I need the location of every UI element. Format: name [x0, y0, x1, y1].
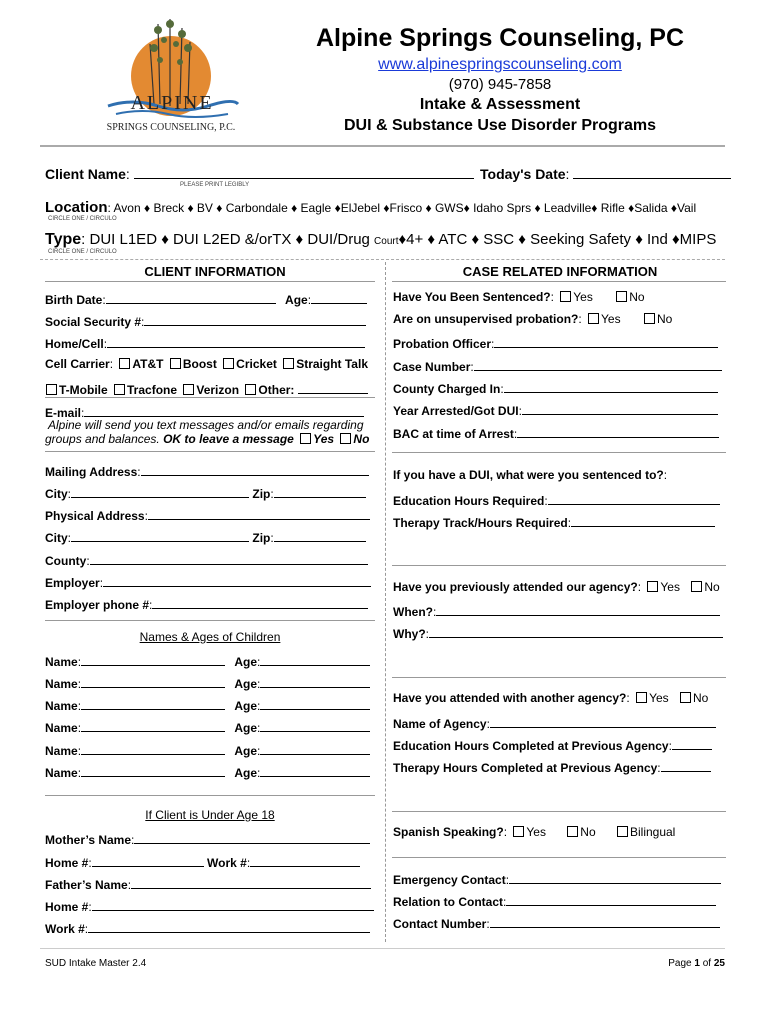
why-rule: [392, 677, 726, 678]
phone-number: (970) 945-7858: [448, 76, 552, 93]
ok-message-yes-label: Yes: [313, 432, 335, 446]
todays-date-label: Today's Date: [480, 166, 566, 182]
probation-officer-label: Probation Officer: [393, 337, 492, 351]
therapy-track-label: Therapy Track/Hours Required: [393, 516, 568, 530]
footer-rule: [40, 948, 725, 949]
child-name-field[interactable]: [81, 741, 225, 755]
carrier-rule: [45, 397, 375, 398]
page-word: Page: [668, 958, 692, 969]
child-age-field[interactable]: [260, 718, 370, 732]
todays-date-row: Today's Date:: [480, 165, 731, 182]
child-name-label: Name: [45, 699, 78, 713]
client-name-label: Client Name: [45, 166, 126, 182]
verizon-label: Verizon: [196, 383, 240, 397]
therapy-prev-field[interactable]: [661, 758, 711, 772]
spanish-yes-checkbox[interactable]: [513, 826, 524, 837]
probation-officer-field[interactable]: [494, 334, 718, 348]
email-rule: [45, 451, 375, 452]
therapy-prev-rule: [392, 811, 726, 812]
child-name-label: Name: [45, 655, 78, 669]
spanish-no-checkbox[interactable]: [567, 826, 578, 837]
website-link[interactable]: www.alpinespringscounseling.com: [378, 56, 622, 73]
spanish-no-label: No: [580, 825, 596, 839]
parent-phone-row: Home #: Work #:: [45, 853, 360, 870]
left-title-rule: [45, 281, 375, 282]
child-age-field[interactable]: [260, 652, 370, 666]
bilingual-label: Bilingual: [629, 825, 676, 839]
child-name-field[interactable]: [81, 652, 225, 666]
sentenced-yes-label: Yes: [573, 290, 593, 304]
org-name: Alpine Springs Counseling, PC: [315, 24, 685, 52]
physical-row: Physical Address:: [45, 506, 370, 523]
subtitle-programs: DUI & Substance Use Disorder Programs: [343, 117, 657, 134]
relation-field[interactable]: [506, 892, 716, 906]
work2-label: Work #: [45, 922, 85, 936]
another-agency-label: Have you attended with another agency?: [393, 691, 627, 705]
child-age-field[interactable]: [260, 763, 370, 777]
another-agency-no-checkbox[interactable]: [680, 692, 691, 703]
type-label: Type: [45, 231, 82, 248]
dui-sentence-label: If you have a DUI, what were you sentenced to?: [393, 468, 664, 482]
father-row: Father’s Name:: [45, 875, 371, 892]
city-row: City: Zip:: [45, 484, 366, 501]
page-number: 1: [694, 958, 700, 969]
sentenced-yes-checkbox[interactable]: [560, 291, 571, 302]
edu-prev-row: Education Hours Completed at Previous Agency:: [393, 736, 712, 753]
cell-carrier-row: Cell Carrier: AT&T Boost Cricket Straight Talk: [45, 357, 368, 371]
email-row: E-mail:: [45, 403, 364, 420]
county-row: County:: [45, 551, 368, 568]
home-cell-field[interactable]: [107, 334, 365, 348]
county-charged-row: County Charged In:: [393, 379, 718, 396]
emergency-field[interactable]: [509, 870, 721, 884]
verizon-checkbox[interactable]: [183, 384, 194, 395]
child-age-field[interactable]: [260, 674, 370, 688]
type-options-b[interactable]: ♦4+ ♦ ATC ♦ SSC ♦ Seeking Safety ♦ Ind ♦MIPS: [398, 231, 717, 248]
of-word: of: [702, 958, 712, 969]
age-label: Age: [285, 293, 308, 307]
prev-attended-yes-label: Yes: [660, 580, 680, 594]
sentenced-row: Have You Been Sentenced?: Yes No: [393, 290, 645, 304]
therapy-track-row: Therapy Track/Hours Required:: [393, 513, 715, 530]
child-row: Name: Age:: [45, 696, 370, 713]
child-age-label: Age: [234, 721, 258, 735]
employer-label: Employer: [45, 576, 100, 590]
prev-attended-no-label: No: [704, 580, 720, 594]
employer-phone-field[interactable]: [152, 595, 368, 609]
work1-field[interactable]: [250, 853, 360, 867]
emergency-label: Emergency Contact: [393, 873, 506, 887]
employer-field[interactable]: [103, 573, 371, 587]
county-charged-field[interactable]: [504, 379, 718, 393]
column-divider: [385, 262, 386, 942]
prev-attended-row: Have you previously attended our agency?: Yes No: [393, 580, 720, 594]
bilingual-checkbox[interactable]: [617, 826, 628, 837]
att-label: AT&T: [132, 357, 164, 371]
bac-rule: [392, 452, 726, 453]
straight-talk-checkbox[interactable]: [283, 358, 294, 369]
employer-row: Employer:: [45, 573, 371, 590]
ssn-label: Social Security #: [45, 315, 142, 329]
city-field[interactable]: [71, 484, 249, 498]
mailing-label: Mailing Address: [45, 465, 138, 479]
ssn-row: Social Security #:: [45, 312, 366, 329]
child-age-label: Age: [234, 744, 258, 758]
why-label: Why?: [393, 627, 426, 641]
another-agency-row: Have you attended with another agency?: Yes No: [393, 691, 709, 705]
home1-label: Home #: [45, 856, 89, 870]
mailing-row: Mailing Address:: [45, 462, 369, 479]
boost-label: Boost: [182, 357, 217, 371]
when-row: When?:: [393, 602, 720, 619]
another-agency-yes-checkbox[interactable]: [636, 692, 647, 703]
therapy-prev-row: Therapy Hours Completed at Previous Agency:: [393, 758, 711, 775]
page-indicator: [600, 958, 725, 969]
mother-row: Mother’s Name:: [45, 830, 370, 847]
cell-carrier-label: Cell Carrier: [45, 357, 110, 371]
employer-phone-label: Employer phone #: [45, 598, 150, 612]
physical-field[interactable]: [148, 506, 370, 520]
edu-hours-label: Education Hours Required: [393, 494, 545, 508]
age-field[interactable]: [311, 290, 367, 304]
ssn-field[interactable]: [144, 312, 366, 326]
client-info-title: CLIENT INFORMATION: [144, 264, 286, 279]
other-carrier-label: Other:: [258, 383, 295, 397]
zip2-field[interactable]: [274, 528, 366, 542]
child-name-field[interactable]: [81, 696, 225, 710]
type-divider: [40, 259, 725, 260]
type-row: Type: DUI L1ED ♦ DUI L2ED &/orTX ♦ DUI/Drug Court♦4+ ♦ ATC ♦ SSC ♦ Seeking Safety ♦ Ind ♦MIPS: [45, 231, 717, 248]
logo-text-alpine: ALPINE: [130, 92, 214, 114]
therapy-rule: [392, 565, 726, 566]
footer-left: SUD Intake Master 2.4: [45, 958, 147, 969]
mother-field[interactable]: [134, 830, 370, 844]
child-age-field[interactable]: [260, 696, 370, 710]
prev-attended-yes-checkbox[interactable]: [647, 581, 658, 592]
cricket-label: Cricket: [236, 357, 277, 371]
ok-message-yes-checkbox[interactable]: [300, 433, 311, 444]
children-title: Names & Ages of Children: [139, 630, 281, 644]
child-name-field[interactable]: [81, 718, 225, 732]
birth-date-field[interactable]: [106, 290, 276, 304]
ok-message-no-checkbox[interactable]: [340, 433, 351, 444]
year-arrested-field[interactable]: [522, 401, 718, 415]
mailing-field[interactable]: [141, 462, 369, 476]
tracfone-label: Tracfone: [127, 383, 178, 397]
county-charged-label: County Charged In: [393, 382, 501, 396]
sentenced-no-checkbox[interactable]: [616, 291, 627, 302]
bac-row: BAC at time of Arrest:: [393, 424, 719, 441]
why-row: Why?:: [393, 624, 723, 641]
email-note-1: Alpine will send you text messages and/or emails regarding: [48, 418, 364, 432]
type-options-a[interactable]: DUI L1ED ♦ DUI L2ED &/orTX ♦ DUI/Drug: [89, 231, 375, 248]
physical-label: Physical Address: [45, 509, 145, 523]
another-agency-no-label: No: [692, 691, 709, 705]
child-age-label: Age: [234, 655, 258, 669]
case-info-title: CASE RELATED INFORMATION: [462, 264, 658, 279]
child-name-label: Name: [45, 677, 78, 691]
zip2-label: Zip: [252, 531, 271, 545]
boost-checkbox[interactable]: [170, 358, 181, 369]
straight-talk-label: Straight Talk: [296, 357, 368, 371]
child-age-label: Age: [234, 677, 258, 691]
children-rule: [45, 795, 375, 796]
logo: [88, 14, 254, 138]
birth-date-label: Birth Date: [45, 293, 103, 307]
tmobile-label: T-Mobile: [59, 383, 108, 397]
why-field[interactable]: [429, 624, 723, 638]
child-age-field[interactable]: [260, 741, 370, 755]
bac-label: BAC at time of Arrest: [393, 427, 514, 441]
when-label: When?: [393, 605, 433, 619]
minor-title: If Client is Under Age 18: [145, 808, 275, 822]
spanish-row: Spanish Speaking?: Yes No Bilingual: [393, 825, 676, 839]
zip-label: Zip: [252, 487, 271, 501]
other-carrier-field[interactable]: [298, 380, 368, 394]
location-circle-note: CIRCLE ONE / CIRCULO: [48, 216, 117, 222]
cell-carrier-row-2: [43, 380, 368, 397]
ok-message-no-label: No: [353, 432, 370, 446]
home1-field[interactable]: [92, 853, 204, 867]
probation-label: Are on unsupervised probation?: [393, 312, 579, 326]
other-carrier-checkbox[interactable]: [245, 384, 256, 395]
employer-rule: [45, 620, 375, 621]
another-agency-yes-label: Yes: [649, 691, 669, 705]
subtitle-intake: Intake & Assessment: [419, 96, 581, 113]
probation-officer-row: Probation Officer:: [393, 334, 718, 351]
ok-message-label: OK to leave a message: [163, 432, 294, 446]
email-field[interactable]: [84, 403, 364, 417]
probation-yes-label: Yes: [601, 312, 621, 326]
location-options[interactable]: Avon ♦ Breck ♦ BV ♦ Carbondale ♦ Eagle ♦ElJebel ♦Frisco ♦ GWS♦ Idaho Sprs ♦ Leadville♦ Rifle ♦Salida ♦Vail: [113, 201, 697, 215]
emergency-row: Emergency Contact:: [393, 870, 721, 887]
tracfone-checkbox[interactable]: [114, 384, 125, 395]
spanish-label: Spanish Speaking?: [393, 825, 504, 839]
mother-label: Mother’s Name: [45, 833, 132, 847]
work2-row: Work #:: [45, 919, 370, 936]
case-number-field[interactable]: [474, 357, 722, 371]
father-field[interactable]: [131, 875, 371, 889]
location-label: Location: [45, 199, 108, 216]
home2-field[interactable]: [92, 897, 374, 911]
edu-hours-row: Education Hours Required:: [393, 491, 720, 508]
child-name-field[interactable]: [81, 763, 225, 777]
probation-yes-checkbox[interactable]: [588, 313, 599, 324]
child-age-label: Age: [234, 699, 258, 713]
tmobile-checkbox[interactable]: [46, 384, 57, 395]
year-arrested-row: Year Arrested/Got DUI:: [393, 401, 718, 418]
email-note-2: groups and balances.: [45, 432, 160, 446]
employer-phone-row: Employer phone #:: [45, 595, 368, 612]
birth-date-row: Birth Date: Age:: [45, 290, 367, 307]
child-age-label: Age: [234, 766, 258, 780]
sentenced-no-label: No: [629, 290, 645, 304]
print-note: PLEASE PRINT LEGIBLY: [180, 182, 250, 188]
home2-label: Home #: [45, 900, 89, 914]
probation-row: Are on unsupervised probation?: Yes No: [393, 312, 673, 326]
child-name-field[interactable]: [81, 674, 225, 688]
contact-number-row: Contact Number:: [393, 914, 720, 931]
logo-text-springs: SPRINGS COUNSELING, P.C.: [106, 122, 236, 133]
relation-label: Relation to Contact: [393, 895, 503, 909]
therapy-prev-label: Therapy Hours Completed at Previous Agency: [393, 761, 658, 775]
contact-number-field[interactable]: [490, 914, 720, 928]
att-checkbox[interactable]: [119, 358, 130, 369]
contact-number-label: Contact Number: [393, 917, 487, 931]
case-number-label: Case Number: [393, 360, 471, 374]
zip-field[interactable]: [274, 484, 366, 498]
city2-row: City: Zip:: [45, 528, 366, 545]
city2-field[interactable]: [71, 528, 249, 542]
city2-label: City: [45, 531, 68, 545]
child-row: Name: Age:: [45, 718, 370, 735]
spanish-yes-label: Yes: [526, 825, 546, 839]
edu-prev-label: Education Hours Completed at Previous Agency: [393, 739, 669, 753]
client-name-row: Client Name:: [45, 165, 474, 182]
agency-name-field[interactable]: [490, 714, 716, 728]
client-name-field[interactable]: [134, 165, 474, 179]
father-label: Father’s Name: [45, 878, 128, 892]
probation-no-checkbox[interactable]: [644, 313, 655, 324]
edu-hours-field[interactable]: [548, 491, 720, 505]
child-row: Name: Age:: [45, 741, 370, 758]
county-field[interactable]: [90, 551, 368, 565]
dui-sentence-row: If you have a DUI, what were you sentenced to?:: [393, 468, 668, 482]
when-field[interactable]: [436, 602, 720, 616]
therapy-track-field[interactable]: [571, 513, 715, 527]
right-title-rule: [392, 281, 726, 282]
header-divider: [40, 145, 725, 147]
case-number-row: Case Number:: [393, 357, 722, 374]
type-circle-note: CIRCLE ONE / CIRCULO: [48, 249, 117, 255]
relation-row: Relation to Contact:: [393, 892, 716, 909]
bac-field[interactable]: [517, 424, 719, 438]
email-note-row: [45, 432, 369, 446]
prev-attended-no-checkbox[interactable]: [691, 581, 702, 592]
edu-prev-field[interactable]: [672, 736, 712, 750]
work1-label: Work #: [207, 856, 247, 870]
probation-no-label: No: [656, 312, 673, 326]
child-name-label: Name: [45, 766, 78, 780]
type-court[interactable]: Court: [374, 236, 399, 247]
child-row: Name: Age:: [45, 763, 370, 780]
work2-field[interactable]: [88, 919, 370, 933]
home-cell-label: Home/Cell: [45, 337, 104, 351]
agency-name-row: Name of Agency:: [393, 714, 716, 731]
home2-row: Home #:: [45, 897, 374, 914]
child-name-label: Name: [45, 721, 78, 735]
todays-date-field[interactable]: [573, 165, 731, 179]
logo-graphic: [88, 14, 254, 138]
sentenced-label: Have You Been Sentenced?: [393, 290, 551, 304]
page-total: 25: [713, 958, 725, 969]
county-label: County: [45, 554, 87, 568]
home-cell-row: Home/Cell:: [45, 334, 365, 351]
year-arrested-label: Year Arrested/Got DUI: [393, 404, 519, 418]
agency-name-label: Name of Agency: [393, 717, 487, 731]
email-label: E-mail: [45, 406, 82, 420]
cricket-checkbox[interactable]: [223, 358, 234, 369]
prev-attended-label: Have you previously attended our agency?: [393, 580, 638, 594]
spanish-rule: [392, 857, 726, 858]
child-row: Name: Age:: [45, 652, 370, 669]
child-row: Name: Age:: [45, 674, 370, 691]
city-label: City: [45, 487, 68, 501]
child-name-label: Name: [45, 744, 78, 758]
location-row: Location: Avon ♦ Breck ♦ BV ♦ Carbondale ♦ Eagle ♦ElJebel ♦Frisco ♦ GWS♦ Idaho Sprs ♦ Leadville♦ Rifle ♦Salida ♦Vail: [45, 199, 697, 216]
